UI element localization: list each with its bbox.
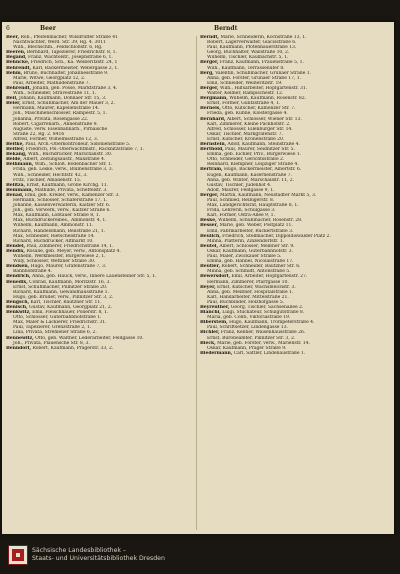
entry-details: Paul, Kaufmann, Pfotenhauerstraße 13. (207, 45, 297, 51)
entry-details: Georg, Buchhalter, Wallstraße 10, 2. (207, 50, 290, 56)
entry-details: Auguste, verw. Eisenbahnarb., Pirnaische (13, 126, 108, 132)
entry-details: Karl, Handarbeiter, Mittelstraße 21. (207, 294, 289, 300)
entry-details: Friedrich, Pol.-Oberwachtmstr., Räcknitzstraße 7, 1. (25, 147, 145, 153)
entry-surname: Berger, (200, 85, 219, 91)
entry-details: Luigi, Stuckateur, Schulgutstraße 8. (222, 310, 305, 316)
entry-details: Paul, Buchbinder, Holzhofgasse 5. (207, 299, 285, 305)
entry-details: Albert, Schlosser, Meißner Str. 9. (219, 243, 295, 249)
entry-details: Franz, Kellner, Waisenhausstraße 26. (220, 330, 306, 336)
entry-details: Karl, Former, Ostra-Allee 9, 1. (207, 213, 275, 219)
entry-details: Georg, Tischler, Sachsenallee 2. (230, 304, 304, 310)
entry-surname: Begand, (6, 55, 27, 61)
entry-details: Emil, Schneider, Weißeritzstr. 19. (207, 80, 283, 86)
entry-surname: Bennewitz, (6, 335, 34, 341)
entry-details: Richard, Handelsmann, Beilstraße 21, 1. (13, 228, 106, 234)
entry-details: Maria, geb. Conti, Viktoriastraße 19. (207, 315, 291, 321)
entry-surname: Belde, (6, 157, 22, 163)
entry-surname: Behm, (6, 70, 23, 76)
entry-details: Robert, Lagerverwalter, Glacisstraße 6. (207, 40, 297, 46)
entry-surname: Bengsch, (6, 299, 30, 305)
entry-details: Emma, geb. Hähnel, Nicolaistraße 17. (207, 259, 294, 265)
entry-details: Wilh., Hilfsarbeiter, Hopfgartenstr. 31. (219, 85, 308, 91)
entry-details: Otto, Schlosser, Güterbahnhofstraße 1. (13, 315, 102, 321)
library-footer (2, 540, 398, 568)
entry-surname: Biberstein, (200, 320, 228, 326)
entry-surname: Bichler, (200, 330, 220, 336)
entry-surname: Bernhard, (200, 116, 226, 122)
entry-details: Minna, geb. Schmidt, Antonstraße 5. (207, 269, 291, 275)
entry-details: Oskar, Kaufmann, Prager Straße 9. (207, 345, 287, 351)
entry-surname: Behrendt, (6, 85, 32, 91)
entry-details: Joh., Maschinenschlosser, Rampestr. 5, 1. (13, 111, 107, 117)
entry-details: Oskar, Kaufmann, Güterbahnhofstr. 3. (207, 248, 293, 254)
entry-details: Wilhelm, Tischler, Kaulbachstr. 5, 1. (207, 55, 289, 61)
entry-details: Paul, Arch.-Oberkontrolleur, Sidonienstraße 5. (25, 141, 131, 147)
entry-details: Robert, Schneider, Bautzner Str. 6. (221, 264, 301, 270)
right-column (200, 35, 389, 356)
entry-details: Bernhard, Tapezierer, Friedrichstr. 8, 1. (26, 50, 117, 56)
column-divider (196, 36, 197, 530)
left-column (6, 35, 194, 351)
entry-details: Max, Buchdruckereibes., Ammonstr. 4, 1. (13, 218, 107, 224)
entry-details: Anna, geb. Hauck, verw., Innere Lauensteiner Str. 5, 1. (31, 274, 157, 280)
entry-details: Karl, Bäckermeister, Webergasse 2, 1. (32, 65, 119, 71)
entry-details: Ernst, Kutscher, Kronenstraße 20. (207, 136, 285, 142)
entry-details: Emil, Arbeiter, Hopfgartenstr. 27. (231, 274, 308, 280)
entry-details: Ernst, Former, Güntzstraße 4, 1. (207, 101, 281, 107)
entry-details: Johann, Kaufmann, Dohnaer Str. 15, 3. (18, 96, 107, 102)
entry-surname: Benkwitz, (6, 310, 31, 316)
directory-entry (6, 346, 194, 351)
entry-details: Marie, geb. Förster, verw., Marienstr. 14. (217, 340, 310, 346)
footer-line-2: Staats- und Universitätsbibliothek Dresden (32, 555, 165, 562)
entry-surname: Bieck, (200, 340, 216, 346)
entry-details: Franz, Kaufmann, Frauenstraße 5, 1. (219, 60, 304, 66)
entry-details: Emil, Fleischhauer, Polierstr. 8, 1. (32, 310, 109, 316)
entry-details: Ernst, Kaufmann, Große Kirchg. 11. (26, 182, 108, 188)
entry-details: Johanna, Privata, Rosengasse 22. (13, 116, 89, 122)
entry-surname: Bendix, (6, 248, 25, 254)
entry-surname: Beil, (6, 96, 18, 102)
entry-details: Carl, Sattler, Lindenaustraße 1. (233, 350, 306, 356)
left-column-heading: Beer (40, 25, 56, 32)
entry-details: Richard, Buchdrucker, Altmarkt 10. (13, 238, 94, 244)
entry-details: Wilh., Blechschm., Feldschloßstr. 6, Rg. (13, 45, 103, 51)
entry-surname: Beyer, (200, 284, 216, 290)
entry-surname: Bewersdorf, (200, 274, 230, 280)
entry-details: Hugo, Kaufmann, Trompeterstraße 4. (229, 320, 315, 326)
entry-details: Anna, geb. Winter, Marschallstr. 11, 2. (207, 177, 294, 183)
entry-details: Richard, Kaufmann, Gewandhausstraße 1. (13, 289, 109, 295)
entry-details: Straße 22, Rg. 2. 8416 (13, 131, 65, 137)
entry-surname: Bernstein, (200, 141, 227, 147)
entry-surname: Berneis, (200, 106, 221, 112)
entry-surname: Bendsen, (6, 264, 30, 270)
entry-details: Adolf, Kaufmann, Steinstraße 4. (227, 141, 300, 147)
entry-details: Joh., Privata, Plauensche Str. 8, 3. (13, 340, 90, 346)
entry-surname: Beer, (6, 35, 20, 40)
entry-details: Willy, Schlosser, Wettiner Straße 30. (13, 259, 96, 265)
entry-details: Minna, Plätterin, Zinzendorfstr. 1. (207, 238, 284, 244)
entry-details: Paul, Maler, Zwickauer Straße 5. (207, 254, 282, 260)
entry-details: Paul, Zimmerer, Friedrichstraße 14, 1. (26, 243, 114, 249)
entry-details: Marie, geb. Weber, Postplatz 11. (219, 223, 293, 229)
entry-details: Frieda, geb. Kühne, Klostergasse 4. (207, 111, 288, 117)
entry-details: Friedrich, Stellmacher, Dippoldiswalder Platz 2. (222, 233, 331, 239)
entry-details: Wilhelm, Werkmeister, Bürgerwiese 2, 1. (13, 254, 106, 260)
entry-details: Anna, geb. Förster, Grunaer Straße 17, 1. (207, 75, 302, 81)
page-header (2, 25, 394, 35)
entry-surname: Bemmann, (6, 187, 34, 193)
entry-details: Wilhelm, Kaufmann, Ammonstr. 11. (13, 223, 94, 229)
entry-details: Albert, Schlosser, Wiener Str. 13. (226, 116, 302, 122)
entry-details: Rosalie, geb. Meyer, verw., Antonsplatz 4. (26, 248, 121, 254)
entry-details: Max, Maler & Lackierer, Friedrichstr. 31. (13, 320, 107, 326)
entry-details: Robert, Cigarrenarb., Annenstraße 9. (13, 121, 98, 127)
entry-details: Johann, geb. Posse, Marktstraße 3, 4. (32, 85, 118, 91)
entry-surname: Berndt, (200, 35, 219, 40)
entry-details: Ernst, Schuhmacher, Pillnitzer Straße 20. (13, 284, 108, 290)
entry-surname: Beyreuther, (200, 304, 230, 310)
entry-details: Alfred, Former, Wilhelmsstraße 12, 3. (13, 136, 99, 142)
footer-line-1: Sächsische Landesbibliothek – (32, 547, 127, 554)
entry-details: Karl, Tischler, Bautzner Str. 11. (30, 299, 102, 305)
entry-surname: Bertram, (200, 167, 223, 173)
entry-details: Hermann, Zimmerer, Pfarrgasse 10. (207, 279, 289, 285)
entry-details: Otto, geb. Walther, Lederarbeiter, Feldgasse 10. (35, 335, 144, 341)
entry-details: Albert, Zeitungsaustr., Maxstraße 4. (23, 157, 106, 163)
page-number: 6 (6, 25, 10, 32)
entry-details: Emma, geb. Eichler, Priv., Bürgerwiese 1. (207, 152, 301, 158)
entry-details: Otto, Schneider, Gerichtsstraße 2. (207, 157, 285, 163)
entry-details: Wilh., Buchdrucker, Marschallstr. 30. (27, 152, 113, 158)
entry-details: Otto, Kutscher, Kamenzer Str. 7. (222, 106, 296, 112)
entry-details: Karl, Zimmerer, Kleine Packhofstr. 2. (207, 121, 291, 127)
entry-details: Hermann, Maurer, Kapellenstraße 14. (13, 106, 100, 112)
entry-details: Franz, Wachtelstr., Josephstraße 6, 1. (28, 55, 113, 61)
entry-surname: Beitler, (6, 147, 25, 153)
entry-surname: Beutel, (200, 243, 218, 249)
entry-surname: Behncke, (6, 60, 30, 66)
entry-details: Wilh., Schneider, Struvestraße 11, 1. (13, 91, 97, 97)
library-logo-icon (8, 545, 28, 565)
entry-details: Martin, Kaufmann, Neustädter Markt 5, 3. (219, 192, 317, 198)
entry-details: Paul, Arbeiter, Mathildenstraße 7. (13, 80, 90, 86)
entry-details: Max, Kaufmann, Löbtauer Straße 8, 1. (13, 213, 101, 219)
entry-surname: Bianchi, (200, 310, 221, 316)
entry-details: Hermann, Schlosser, Schäferstraße 17, 1. (13, 198, 108, 203)
entry-details: Fritz, Tischler, Amalienstr. 15. (13, 177, 82, 183)
entry-details: Hugo, Bäckermeister, Albertstr. 6. (223, 167, 302, 173)
entry-surname: Beier, (6, 101, 21, 107)
entry-surname: Benad, (6, 192, 24, 198)
entry-surname: Behrendt, (6, 65, 32, 71)
entry-surname: Benndorf, (6, 345, 31, 351)
entry-details: Wilh., Kaufmann, Terrassenufer 8. (207, 65, 285, 71)
entry-surname: Berthold, (200, 147, 224, 153)
entry-details: Valentin, Schuhmacher, Grunaer Straße 1. (215, 70, 312, 76)
entry-details: Marie, Witwe, Georgplatz 12, 2. (13, 75, 86, 81)
entry-details: Frida, geb. Leske, verw., Blumenstraße 3, 3. (13, 167, 113, 173)
entry-surname: Belhmann, (6, 162, 34, 168)
entry-surname: Beitke, (6, 141, 24, 147)
right-column-heading: Berndt (214, 25, 238, 32)
entry-surname: Besser, (200, 223, 219, 229)
entry-details: Max, Schneider, Rietschelstraße 14. (13, 233, 95, 239)
directory-page (2, 22, 394, 534)
entry-details: Gustav, Kaufmann, Georgplatz 21, 2. (29, 304, 112, 310)
entry-details: Wilhelm, Schuhmacher, Rosenstr. 28. (218, 218, 303, 224)
entry-details: Anna, geb. Meißner, Hospitalstraße 1. (207, 289, 294, 295)
entry-details: Max, Landgerichtsrat, Hauptstraße 8, 1. (207, 203, 299, 209)
entry-surname: Bekang, (6, 152, 27, 158)
entry-surname: Benisch, (6, 304, 28, 310)
entry-details: Ernst, Schuhmacher, Am der Mauer 3, 2. (22, 101, 115, 107)
entry-details: Wilhelm, Kaufmann, Rosenstr. 82. (229, 96, 306, 102)
entry-details: Walter, Kellner, Rampischestr. 12. (207, 91, 284, 97)
entry-details: Wilh., Schloß. Bodenbacher Str. 1. (34, 162, 113, 168)
entry-details: Robert, Kaufmann, Pragerstr. 33, 2. (32, 345, 114, 351)
entry-details: Joh., geb. Vorwerk, verw., Kaitzer Straße 6. (13, 208, 111, 214)
entry-details: Hugo, Maurer, Gräfenstraße 7, 3. (30, 264, 107, 270)
entry-details: Gustav, Tischler, Jüdenhof 4. (207, 182, 272, 188)
entry-details: Friedrich, Sch., Ka. Weißeritzstr. 24, 1 (30, 60, 118, 66)
entry-details: Emil, Fabrikarbeiter, Rückertstraße 3. (207, 228, 294, 234)
entry-surname: Berger, (200, 60, 219, 66)
entry-details: Bahnhofstraße 4. (13, 269, 53, 275)
entry-surname: Bergmann, (200, 96, 228, 102)
entry-details: Mathilde, Privata, Scheffelstr. 3. (34, 187, 108, 193)
entry-details: Oskar, Tischler, Markgrafenstr. 7. (207, 131, 283, 137)
entry-details: Bruno, Buchhalter, Johannesstraße 9. (23, 70, 109, 76)
entry-details: Lina, Privata, Strehlener Straße 6, 2. (13, 330, 97, 336)
entry-details: Nachtwächter, Werd. Str. 39, Rg. 4. 3011 (13, 40, 106, 46)
entry-surname: Benedix, (6, 279, 28, 285)
entry-surname: Biedermann, (200, 350, 233, 356)
entry-details: Ernst, Kutscher, Wachsbleichstr. 3. (217, 284, 296, 290)
entry-surname: Beutler, (200, 264, 221, 270)
entry-details: Paul, Schmied, Reißigerstr. 8. (207, 198, 275, 203)
entry-details: Hugo, geb. Bruder, verw., Pillnitzer Str. 3, 2. (13, 294, 114, 300)
entry-surname: Berg, (200, 70, 214, 76)
entry-details: Wilh., Schneider, Hechtstr. 42, 3. (13, 172, 88, 178)
entry-surname: Beske, (200, 218, 217, 224)
entry-surname: Berger, (200, 192, 219, 198)
entry-details: Paul, Tapezierer, Grenzstraße 2, 1. (13, 325, 92, 331)
entry-surname: Belitza, (6, 182, 26, 188)
entry-surname: Beeren, (6, 50, 26, 56)
entry-details: Rob., Pfeifenmacher, Wilsdruffer Straße 41 (20, 35, 118, 40)
entry-surname: Bendel, (6, 243, 26, 249)
entry-details: Johanne, Kassenverwalterin, Kaitzer Str. 6. (13, 203, 111, 209)
entry-details: Reinhard, Klempner, Leipziger Straße 4. (207, 162, 299, 168)
entry-details: Emil, geb. Kreller, verw., Kamenzer Str. 3. (24, 192, 120, 198)
directory-entry (200, 351, 389, 356)
entry-details: Ernst, Bürobeamter, Pillnitzer Str. 3, 2. (207, 335, 296, 341)
entry-surname: Beulich, (200, 233, 221, 239)
entry-details: Paul, Schriftsetzer, Lindengasse 13. (207, 325, 288, 331)
entry-details: Conrad, Kaufmann, Moritzstr. 16, 3. (29, 279, 111, 285)
entry-surname: Bendrich, (6, 274, 31, 280)
entry-details: Marie, Schneiderin, Kochstraße 13, 1. (220, 35, 307, 40)
entry-details: Alfred, Schlosser, Eilenburger Str. 14. (207, 126, 293, 132)
entry-details: Adolf, Maurer, Feldgasse 9, 1. (207, 187, 275, 193)
entry-details: Frida, Lehrerin, Schulgasse 3. (207, 208, 276, 214)
entry-details: Eugen, Kaufmann, Kasernenstraße 7. (207, 172, 292, 178)
entry-details: Paul, Maurer, Seidnitzer Str. 5. (225, 147, 295, 153)
